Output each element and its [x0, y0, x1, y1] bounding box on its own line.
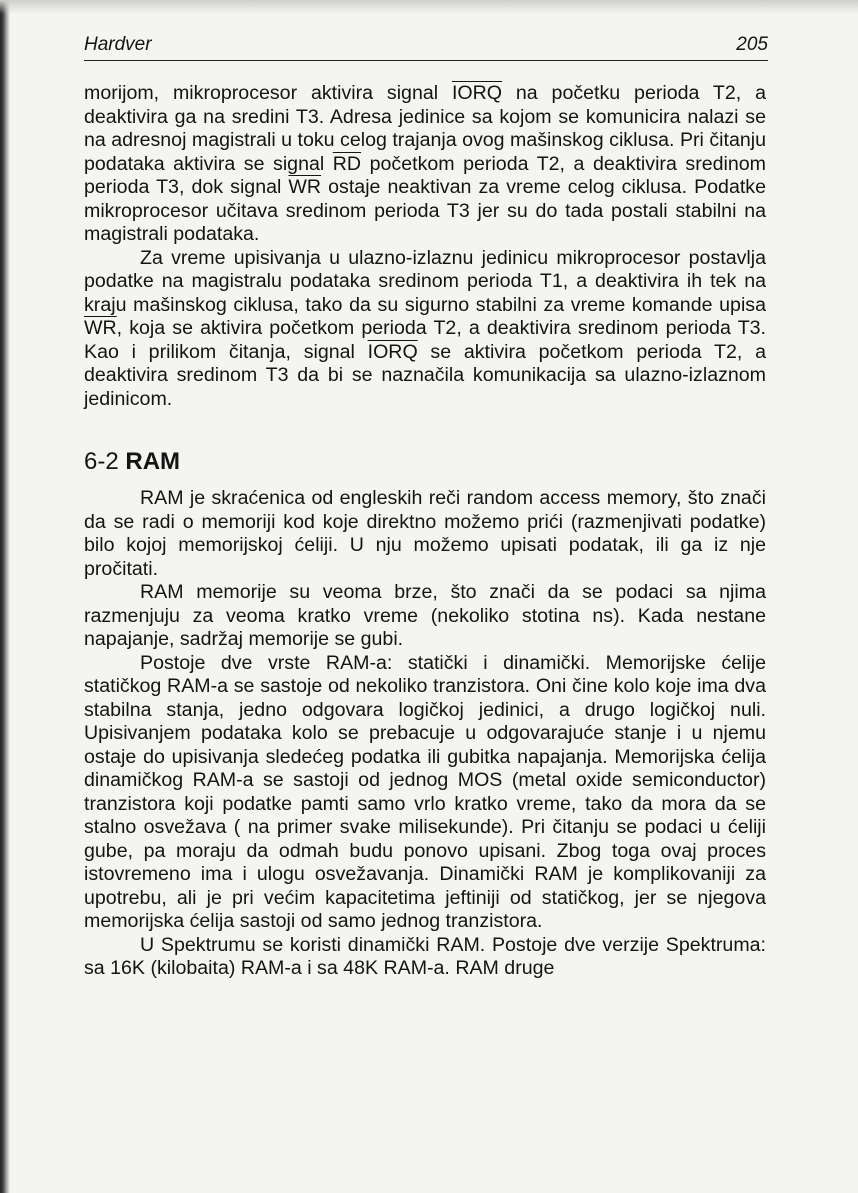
- text-run: se aktivira početkom perioda T2, a deaktivira sredinom T3 da bi se naznačila komunikacija sa ulazno-izlaznom jedinicom.: [84, 340, 766, 410]
- text-run: ostaje neaktivan za vreme celog ciklusa. Podatke mikroprocesor učitava sredinom perioda T3 jer su do tada postali stabilni na magistrali podataka.: [84, 176, 766, 245]
- running-head-title: Hardver: [84, 34, 152, 55]
- signal-wr: $\overline{WR}$: [288, 176, 322, 198]
- page-body: [84, 82, 766, 981]
- signal-wr: $\overline{WR}$: [84, 317, 117, 339]
- paragraph-spectrum-ram: U Spektrumu se koristi dinamički RAM. Postoje dve verzije Spektruma: sa 16K (kilobaita) RAM-a i sa 48K RAM-a. RAM druge: [84, 933, 766, 979]
- text-run: Za vreme upisivanja u ulazno-izlaznu jedinicu mikroprocesor postavlja podatke na magistralu podataka sredinom perioda T1, a deaktivira ih tek na kraju mašinskog ciklusa, tako da su sigurno stabilni za vreme komande upisa: [84, 246, 766, 316]
- paragraph-write-cycle: [84, 247, 766, 412]
- text-run: morijom, mikroprocesor aktivira signal: [84, 82, 452, 104]
- section-title: RAM: [125, 448, 181, 475]
- paragraph-ram-speed: RAM memorije su veoma brze, što znači da se podaci sa njima razmenjuju za veoma kratko vreme (nekoliko stotina ns). Kada nestane napajanje, sadržaj memorije se gubi.: [84, 581, 766, 650]
- paragraph-read-cycle: [84, 82, 766, 247]
- paragraph-ram-types: Postoje dve vrste RAM-a: statički i dinamički. Memorijske ćelije statičkog RAM-a se sastoje od nekoliko tranzistora. Oni čine kolo koje ima dva stabilna stanja, jedno odgovara logičkoj jedinici, a drugo logičkoj nuli. Upisivanjem podataka kolo se prebacuje u odgovarajuće stanje i u njemu ostaje do upisivanja sledećeg podatka ili gubitka napajanja. Memorijska ćelija dinamičkog RAM-a se sastoji od jednog MOS (metal oxide semiconductor) tranzistora koji podatke pamti samo vrlo kratko vreme, tako da mora da se stalno osvežava ( na primer svake milisekunde). Pri čitanju se podaci u ćeliji gube, pa moraju da odmah budu ponovo upisani. Zbog toga ovaj proces istovremeno ima i ulogu osvežavanja. Dinamički RAM je komplikovaniji za upotrebu, ali je pri većim kapacitetima jeftiniji od statičkog, jer se njegova memorijska ćelija sastoji od samo jednog tranzistora.: [84, 651, 766, 932]
- scan-binding-edge: [0, 0, 10, 1193]
- page-header: [84, 32, 768, 61]
- paragraph-ram-definition: RAM je skraćenica od engleskih reči random access memory, što znači da se radi o memoriji kod koje direktno možemo prići (razmenjivati podatke) bilo kojoj memorijskoj ćeliji. U nju možemo upisati podatak, ili ga iz nje pročitati.: [84, 487, 766, 580]
- text-run: početkom perioda T2, a deaktivira sredinom perioda T3, dok signal: [84, 152, 766, 198]
- text-run: , koja se aktivira početkom perioda T2, a deaktivira sredinom perioda T3. Kao i prilikom čitanja, signal: [84, 317, 766, 363]
- section-heading: [84, 447, 766, 477]
- text-run: na početku perioda T2, a deaktivira ga na sredini T3. Adresa jedinice sa kojom se komunicira nalazi se na adresnoj magistrali u toku celog trajanja ovog mašinskog ciklusa. Pri čitanju podataka aktivira se signal: [84, 82, 766, 175]
- section-number: 6-2: [84, 448, 119, 475]
- signal-iorq: IORQ: [451, 82, 503, 104]
- scan-top-shadow: [0, 0, 858, 14]
- signal-rd: $\overline{RD}$: [332, 152, 362, 175]
- signal-iorq: IORQ: [367, 340, 418, 363]
- page-number: 205: [736, 34, 768, 55]
